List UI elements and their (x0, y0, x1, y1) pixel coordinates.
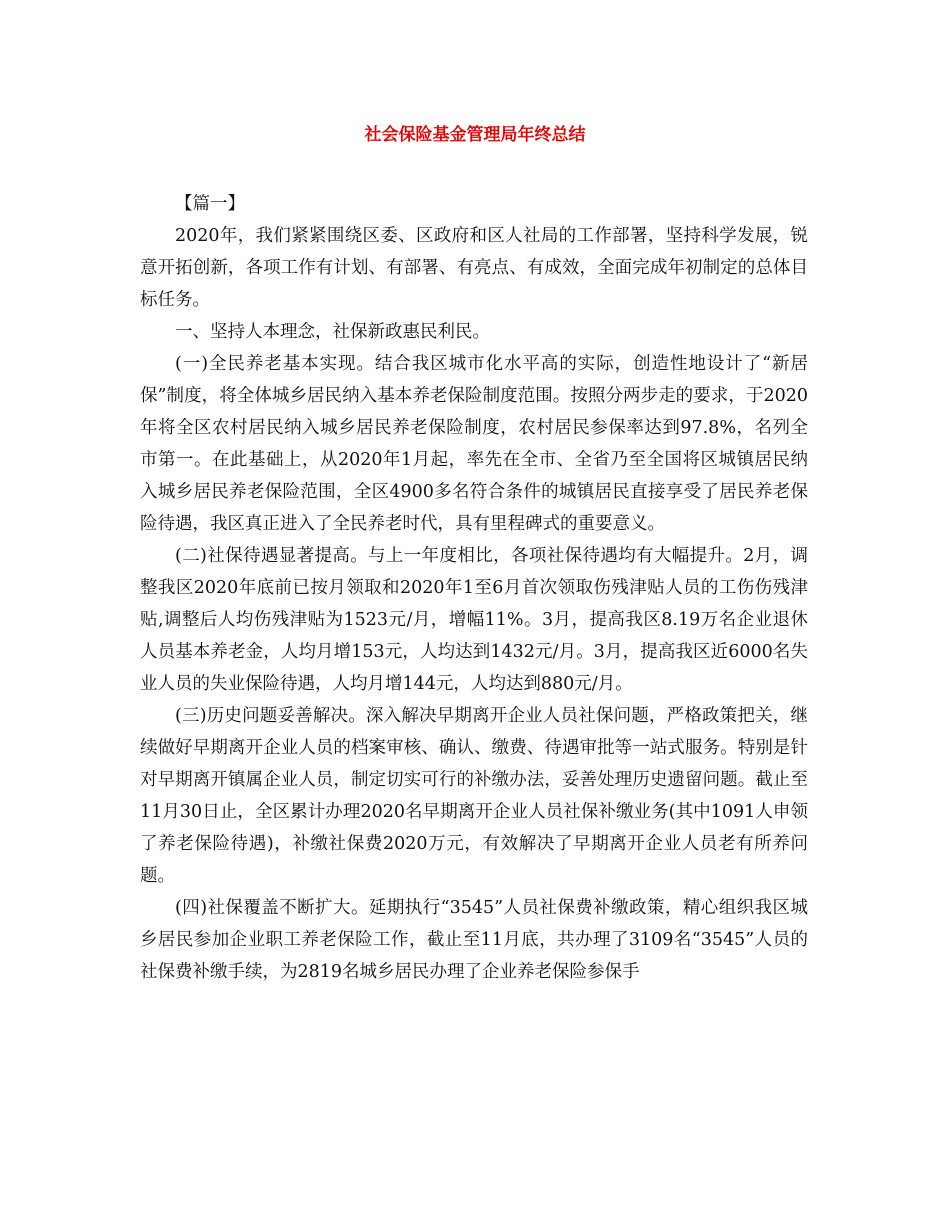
body-paragraph: (二)社保待遇显著提高。与上一年度相比，各项社保待遇均有大幅提升。2月，调整我区2020年底前已按月领取和2020年1至6月首次领取伤残津贴人员的工伤伤残津贴,调整后人均伤残津贴为1523元/月，增幅11%。3月，提高我区8.19万名企业退休人员基本养老金，人均月增153元，人均达到1432元/月。3月，提高我区近6000名失业人员的失业保险待遇，人均月增144元，人均达到880元/月。 (140, 546, 808, 694)
body-paragraph: (一)全民养老基本实现。结合我区城市化水平高的实际，创造性地设计了“新居保”制度，将全体城乡居民纳入基本养老保险制度范围。按照分两步走的要求，于2020年将全区农村居民纳入城乡居民养老保险制度，农村居民参保率达到97.8%，名列全市第一。在此基础上，从2020年1月起，率先在全市、全省乃至全国将区城镇居民纳入城乡居民养老保险范围，全区4900多名符合条件的城镇居民直接享受了居民养老保险待遇，我区真正进入了全民养老时代，具有里程碑式的重要意义。 (140, 354, 808, 534)
subheading-paragraph: 一、坚持人本理念，社保新政惠民利民。 (175, 322, 490, 342)
body-paragraph: (四)社保覆盖不断扩大。延期执行“3545”人员社保费补缴政策，精心组织我区城乡居民参加企业职工养老保险工作，截止至11月底，共办理了3109名“3545”人员的社保费补缴手续，为2819名城乡居民办理了企业养老保险参保手 (140, 898, 808, 982)
section-heading: 【篇一】 (175, 194, 245, 214)
document-title: 社会保险基金管理局年终总结 (364, 125, 586, 145)
body-paragraph: (三)历史问题妥善解决。深入解决早期离开企业人员社保问题，严格政策把关，继续做好早期离开企业人员的档案审核、确认、缴费、待遇审批等一站式服务。特别是针对早期离开镇属企业人员，制定切实可行的补缴办法，妥善处理历史遗留问题。截止至11月30日止，全区累计办理2020名早期离开企业人员社保补缴业务(其中1091人申领了养老保险待遇)，补缴社保费2020万元，有效解决了早期离开企业人员老有所养问题。 (140, 706, 808, 886)
intro-paragraph: 2020年，我们紧紧围绕区委、区政府和区人社局的工作部署，坚持科学发展，锐意开拓创新，各项工作有计划、有部署、有亮点、有成效，全面完成年初制定的总体目标任务。 (140, 226, 808, 310)
document-body (140, 188, 808, 988)
